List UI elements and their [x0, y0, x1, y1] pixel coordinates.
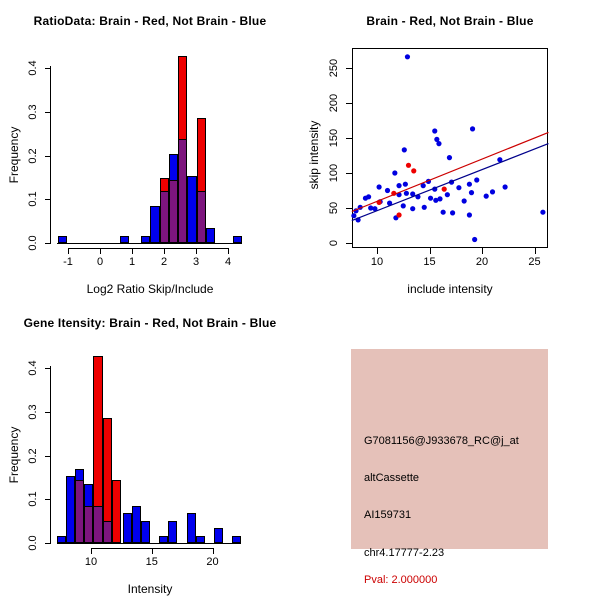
y-axis-tick-label: 0.3: [27, 404, 39, 420]
scatter-plot-area: [300, 0, 600, 300]
scatter-point-blue: [377, 184, 382, 189]
hist-bar-blue: [141, 521, 150, 543]
scatter-point-blue: [428, 196, 433, 201]
scatter-y-axis-label: skip intensity: [307, 120, 321, 190]
y-axis-tick: [45, 68, 51, 69]
scatter-point-blue: [456, 185, 461, 190]
hist-bar-blue: [58, 236, 67, 243]
x-axis-tick-label: 10: [370, 256, 384, 268]
scatter-title: Brain - Red, Not Brain - Blue: [366, 14, 534, 28]
x-axis-tick: [152, 548, 153, 554]
scatter-point-blue: [410, 206, 415, 211]
hist-bar-overlap: [160, 191, 169, 243]
hist-bar-blue: [132, 506, 141, 543]
scatter-point-blue: [422, 205, 427, 210]
scatter-point-blue: [469, 190, 474, 195]
x-axis-tick: [164, 248, 165, 254]
scatter-point-blue: [503, 184, 508, 189]
x-axis-tick: [196, 248, 197, 254]
scatter-point-blue: [467, 182, 472, 187]
scatter-point-blue: [441, 210, 446, 215]
scatter-point-blue: [470, 126, 475, 131]
panel-gene-info: [300, 300, 600, 600]
hist-bar-blue: [120, 236, 129, 243]
scatter-point-blue: [490, 189, 495, 194]
ratio-histogram-y-axis-label: Frequency: [7, 126, 21, 184]
scatter-point-blue: [467, 212, 472, 217]
probe-id-text: G7081156@J933678_RC@j_at: [364, 435, 519, 447]
hist-bar-blue: [141, 236, 150, 243]
fit-line-red: [352, 132, 549, 211]
x-axis-tick-label: 3: [192, 256, 200, 268]
x-axis-tick-label: 4: [224, 256, 232, 268]
y-axis-tick-label: 0.3: [27, 104, 39, 120]
y-axis-tick: [45, 368, 51, 369]
scatter-point-blue: [462, 198, 467, 203]
location-text: chr4.17777-2.23: [364, 547, 445, 559]
gene-info-box: [351, 349, 548, 586]
x-axis-tick-label: 25: [528, 256, 541, 268]
scatter-point-blue: [402, 147, 407, 152]
hist-bar-blue: [232, 536, 241, 543]
x-axis-line: [68, 248, 228, 249]
x-axis-tick-label: 2: [160, 256, 168, 268]
scatter-point-blue: [401, 203, 406, 208]
pval-text: Pval: 2.000000: [364, 574, 438, 586]
panel-ratio-histogram: [0, 0, 300, 300]
hist-bar-overlap: [197, 191, 206, 243]
hist-bar-overlap: [75, 480, 84, 543]
y-axis-tick: [45, 456, 51, 457]
scatter-point-red: [442, 187, 447, 192]
x-axis-tick-label: 1: [128, 256, 136, 268]
x-axis-tick: [68, 248, 69, 254]
x-axis-tick: [213, 548, 214, 554]
hist-bar-blue: [57, 536, 66, 543]
splice-type-text: altCassette: [364, 472, 420, 484]
y-axis-tick-label: 250: [328, 58, 340, 78]
x-axis-tick-label: 15: [423, 256, 436, 268]
ratio-histogram-title: RatioData: Brain - Red, Not Brain - Blue: [33, 14, 267, 28]
hist-bar-blue: [214, 528, 223, 543]
x-axis-tick: [228, 248, 229, 254]
scatter-point-blue: [472, 237, 477, 242]
y-axis-tick-label: 0.0: [27, 235, 39, 251]
y-axis-tick: [45, 412, 51, 413]
scatter-point-blue: [436, 141, 441, 146]
scatter-point-blue: [366, 194, 371, 199]
hist-bar-blue: [66, 476, 75, 543]
hist-bar-blue: [233, 236, 242, 243]
y-axis-tick: [45, 112, 51, 113]
x-axis-tick-label: 20: [475, 256, 489, 268]
scatter-point-blue: [474, 177, 479, 182]
y-axis-tick-label: 0.2: [27, 147, 39, 164]
y-axis-tick: [45, 199, 51, 200]
panel-gene-intensity-histogram: [0, 300, 300, 600]
scatter-point-red: [406, 163, 411, 168]
scatter-point-blue: [484, 194, 489, 199]
gene-histogram-title: Gene Itensity: Brain - Red, Not Brain - Blue: [23, 316, 277, 330]
y-axis-tick: [45, 156, 51, 157]
hist-bar-overlap: [103, 521, 112, 543]
y-axis-tick-label: 50: [328, 201, 340, 215]
gene-histogram-y-axis-label: Frequency: [7, 426, 21, 484]
y-axis-tick-label: 0.4: [27, 360, 39, 376]
x-axis-tick-label: 0: [96, 256, 104, 268]
x-axis-tick: [132, 248, 133, 254]
ratio-histogram-x-axis-label: Log2 Ratio Skip/Include: [86, 282, 214, 296]
hist-bar-blue: [159, 536, 168, 543]
panel-intensity-scatter: [300, 0, 600, 300]
x-axis-tick: [100, 248, 101, 254]
y-axis-tick: [45, 243, 51, 244]
scatter-point-blue: [385, 188, 390, 193]
gene-histogram-x-axis-label: Intensity: [127, 582, 173, 596]
scatter-point-blue: [405, 54, 410, 59]
scatter-point-red: [411, 168, 416, 173]
gene-histogram-plot-area: [0, 300, 300, 600]
scatter-canvas: [300, 0, 600, 300]
scatter-point-red: [396, 212, 401, 217]
y-axis-tick-label: 0.0: [27, 535, 39, 551]
y-axis-tick-label: 100: [328, 163, 340, 183]
scatter-point-blue: [447, 155, 452, 160]
scatter-point-blue: [450, 210, 455, 215]
hist-bar-overlap: [93, 506, 102, 543]
hist-bar-overlap: [84, 506, 93, 543]
x-axis-tick-label: 10: [84, 556, 98, 568]
y-axis-tick: [45, 499, 51, 500]
scatter-point-blue: [540, 210, 545, 215]
scatter-x-axis-label: include intensity: [407, 282, 493, 296]
x-axis-tick: [91, 548, 92, 554]
accession-text: AI159731: [364, 509, 412, 521]
histogram-baseline: [57, 243, 242, 244]
y-axis-tick-label: 0.2: [27, 447, 39, 464]
hist-bar-red: [112, 480, 121, 543]
y-axis-tick-label: 150: [328, 128, 340, 148]
hist-bar-blue: [123, 513, 132, 543]
hist-bar-blue: [196, 536, 205, 543]
hist-bar-blue: [150, 206, 159, 243]
hist-bar-blue: [206, 228, 215, 243]
hist-bar-overlap: [169, 180, 178, 243]
ratio-histogram-plot-area: [0, 0, 300, 300]
scatter-point-blue: [396, 183, 401, 188]
scatter-point-blue: [437, 196, 442, 201]
scatter-point-blue: [351, 213, 356, 218]
histogram-baseline: [57, 543, 241, 544]
hist-bar-blue: [168, 521, 177, 543]
x-axis-tick-label: -1: [63, 256, 73, 268]
y-axis-tick-label: 0: [328, 239, 340, 247]
y-axis-tick-label: 0.4: [27, 60, 39, 76]
scatter-point-blue: [403, 182, 408, 187]
y-axis-tick-label: 200: [328, 93, 340, 113]
y-axis-tick-label: 0.1: [27, 191, 39, 207]
scatter-point-blue: [404, 191, 409, 196]
y-axis-tick: [45, 543, 51, 544]
hist-bar-blue: [187, 176, 196, 243]
x-axis-tick-label: 15: [145, 556, 158, 568]
scatter-point-blue: [432, 128, 437, 133]
scatter-point-blue: [392, 170, 397, 175]
hist-bar-overlap: [178, 139, 187, 243]
y-axis-tick-label: 0.1: [27, 491, 39, 507]
scatter-point-blue: [445, 192, 450, 197]
x-axis-tick-label: 20: [206, 556, 219, 568]
hist-bar-blue: [187, 513, 196, 543]
